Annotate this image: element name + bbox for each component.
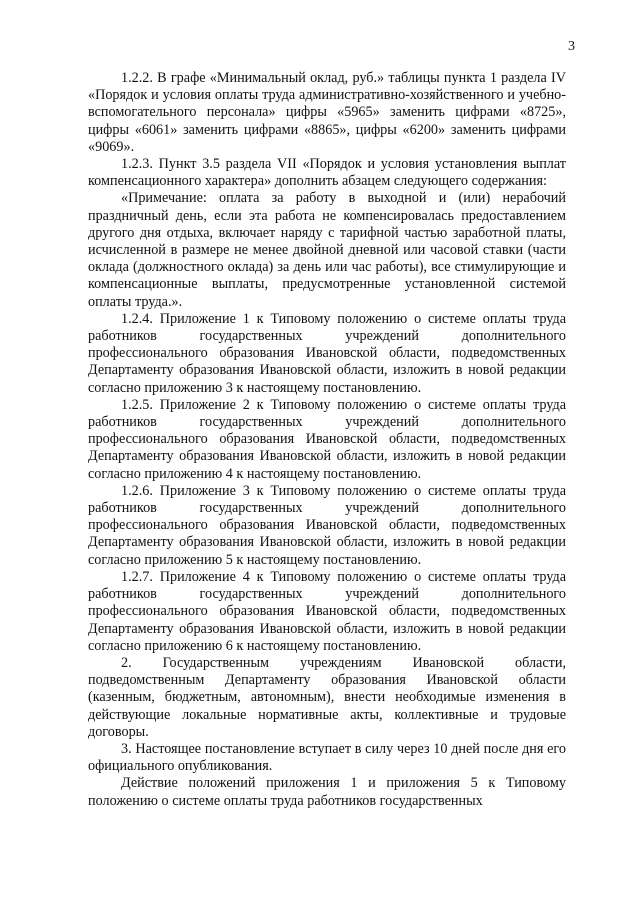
paragraph-1-2-6: 1.2.6. Приложение 3 к Типовому положению о системе оплаты труда работников государственных учреждений дополнительного профессионального образования Ивановской области, подведомственных Департаменту образования Ивановской области, изложить в новой редакции согласно приложению 5 к настоящему постановлению. [88, 482, 566, 568]
document-body [88, 70, 566, 810]
page-number: 3 [568, 39, 575, 54]
paragraph-note-quote: «Примечание: оплата за работу в выходной и (или) нерабочий праздничный день, если эта работа не компенсировалась предоставлением другого дня отдыха, включает наряду с тарифной частью заработной платы, исчисленной в размере не менее двойной дневной или часовой ставки (части оклада (должностного оклада) за день или час работы), все стимулирующие и компенсационные выплаты, предусмотренные установленной системой оплаты труда.». [88, 190, 566, 310]
paragraph-3: 3. Настоящее постановление вступает в силу через 10 дней после дня его официального опубликования. [88, 740, 566, 775]
paragraph-1-2-5: 1.2.5. Приложение 2 к Типовому положению о системе оплаты труда работников государственных учреждений дополнительного профессионального образования Ивановской области, подведомственных Департаменту образования Ивановской области, изложить в новой редакции согласно приложению 4 к настоящему постановлению. [88, 396, 566, 482]
paragraph-2: 2. Государственным учреждениям Ивановской области, подведомственным Департаменту образования Ивановской области (казенным, бюджетным, автономным), внести необходимые изменения в действующие локальные нормативные акты, коллективные и трудовые договоры. [88, 654, 566, 740]
paragraph-effect: Действие положений приложения 1 и приложения 5 к Типовому положению о системе оплаты труда работников государственных [88, 775, 566, 809]
paragraph-1-2-2: 1.2.2. В графе «Минимальный оклад, руб.» таблицы пункта 1 раздела IV «Порядок и условия оплаты труда административно-хозяйственного и учебно-вспомогательного персонала» цифры «5965» заменить цифрами «8725», цифры «6061» заменить цифрами «8865», цифры «6200» заменить цифрами «9069». [88, 70, 566, 155]
paragraph-1-2-3: 1.2.3. Пункт 3.5 раздела VII «Порядок и условия установления выплат компенсационного характера» дополнить абзацем следующего содержания: [88, 156, 566, 190]
paragraph-1-2-7: 1.2.7. Приложение 4 к Типовому положению о системе оплаты труда работников государственных учреждений дополнительного профессионального образования Ивановской области, подведомственных Департаменту образования Ивановской области, изложить в новой редакции согласно приложению 6 к настоящему постановлению. [88, 568, 566, 654]
paragraph-1-2-4: 1.2.4. Приложение 1 к Типовому положению о системе оплаты труда работников государственных учреждений дополнительного профессионального образования Ивановской области, подведомственных Департаменту образования Ивановской области, изложить в новой редакции согласно приложению 3 к настоящему постановлению. [88, 310, 566, 396]
